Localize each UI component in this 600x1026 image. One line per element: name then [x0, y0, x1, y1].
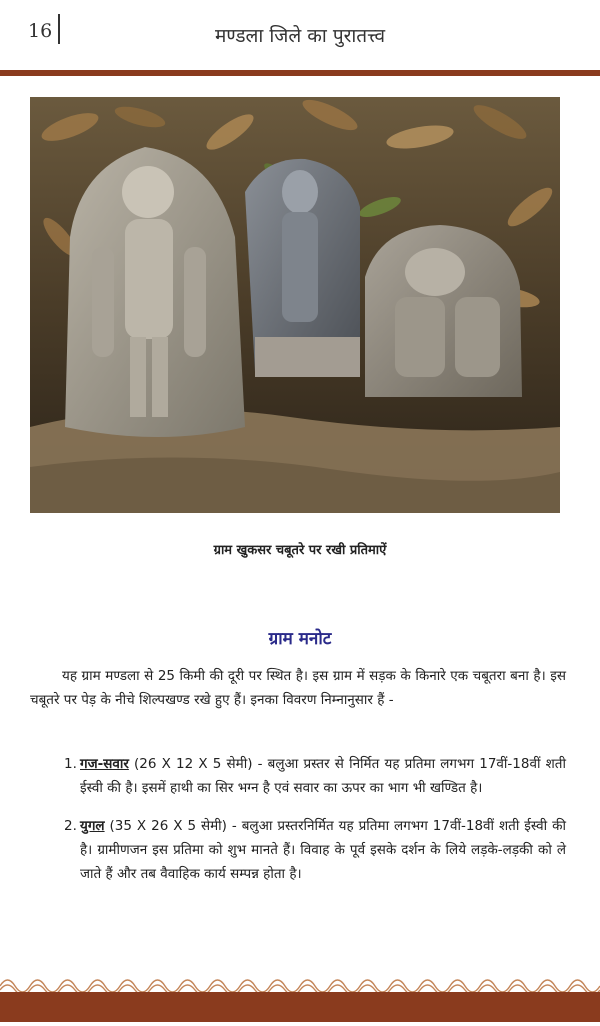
page-number: 16 [28, 20, 53, 42]
section-heading: ग्राम मनोट [268, 629, 332, 649]
book-title: मण्डला जिले का पुरातत्त्व [214, 25, 386, 47]
sculpture-list [64, 752, 566, 900]
photo-caption: ग्राम खुकसर चबूतरे पर रखी प्रतिमाऐं [213, 543, 387, 558]
list-item-number: 1. [64, 756, 77, 772]
list-item-number: 2. [64, 818, 77, 834]
sculpture-photo-illustration [30, 97, 560, 513]
list-item-term: गज-सवार [80, 756, 129, 772]
list-item [64, 814, 566, 886]
list-item-text: (35 X 26 X 5 सेमी) - बलुआ प्रस्तरनिर्मित यह प्रतिमा लगभग 17वीं-18वीं शती ईस्वी की है। ग्रामीणजन इस प्रतिमा को शुभ मानते हैं। विवाह के पूर्व इसके दर्शन के लिये लड़के-लड़की को ले जाते हैं और तब वैवाहिक कार्य सम्पन्न होता है। [80, 818, 566, 882]
intro-paragraph: यह ग्राम मण्डला से 25 किमी की दूरी पर स्थित है। इस ग्राम में सड़क के किनारे एक चबूतरा बना है। इस चबूतरे पर पेड़ के नीचे शिल्पखण्ड रखे हुए हैं। इनका विवरण निम्नानुसार हैं - [30, 668, 566, 708]
page-header [0, 0, 600, 78]
list-item-text: (26 X 12 X 5 सेमी) - बलुआ प्रस्तर से निर्मित यह प्रतिमा लगभग 17वीं-18वीं शती ईस्वी की है। इसमें हाथी का सिर भग्न है एवं सवार का ऊपर का भाग भी खण्डित है। [80, 756, 566, 796]
list-item-term: युगल [80, 818, 105, 834]
footer-decorative-band [0, 972, 600, 1022]
footer-pattern [0, 972, 600, 1022]
header-rule [0, 70, 600, 76]
list-item [64, 752, 566, 800]
sculpture-photo [30, 97, 560, 513]
